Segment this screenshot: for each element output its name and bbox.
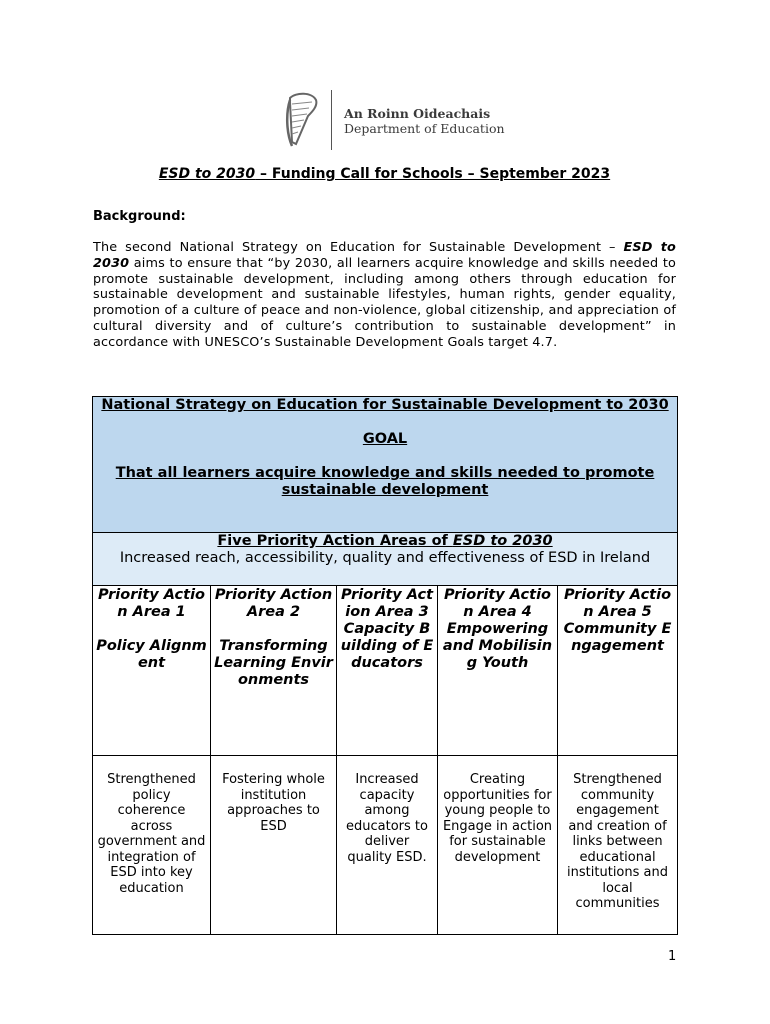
harp-icon bbox=[282, 92, 322, 150]
area-5-heading bbox=[558, 586, 678, 756]
area-name: Community Engagement bbox=[563, 621, 672, 654]
goal-cell bbox=[93, 397, 678, 533]
area-name: Empowering and Mobilising Youth bbox=[442, 621, 553, 671]
area-description-text: Strengthened community engagement and creation of links between educational institutions and local communities bbox=[567, 772, 668, 911]
priority-areas-title-text: Five Priority Action Areas of bbox=[217, 533, 453, 549]
area-name: Capacity Building of Educators bbox=[340, 621, 434, 671]
area-5-description bbox=[558, 756, 678, 935]
background-text-2: aims to ensure that “by 2030, all learners acquire knowledge and skills needed to promote sustainable development, including among others through education for sustainable development and sustainable lifestyles, human rights, gender equality, promotion of a culture of peace and non-violence, global citizenship, and appreciation of cultural diversity and of culture’s contribution to sustainable development” in accordance with UNESCO’s Sustainable Development Goals target 4.7. bbox=[93, 255, 676, 350]
area-name: Policy Alignment bbox=[96, 638, 207, 671]
title-italic: ESD to 2030 bbox=[158, 166, 256, 182]
area-label: Priority Action Area 4 bbox=[443, 587, 552, 620]
background-bold-text: ESD to 2030 bbox=[93, 240, 676, 271]
area-1-description bbox=[93, 756, 211, 935]
priority-areas-header bbox=[93, 533, 678, 586]
area-label: Priority Action Area 1 bbox=[97, 587, 206, 620]
area-label: Priority Action Area 5 bbox=[563, 587, 672, 620]
background-text-1: The second National Strategy on Education for Sustainable Development – bbox=[93, 240, 624, 255]
title-rest: – Funding Call for Schools – September 2023 bbox=[255, 166, 611, 182]
area-description-text: Fostering whole institution approaches to ESD bbox=[222, 772, 325, 834]
background-heading: Background: bbox=[93, 209, 186, 224]
logo-name-english: Department of Education bbox=[344, 121, 505, 136]
goal-label: GOAL bbox=[362, 431, 408, 447]
area-4-description bbox=[438, 756, 558, 935]
logo-text bbox=[344, 106, 505, 136]
area-label: Priority Action Area 2 bbox=[214, 587, 333, 620]
priority-areas-title-italic: ESD to 2030 bbox=[452, 533, 553, 549]
document-title bbox=[93, 166, 676, 182]
area-3-heading bbox=[337, 586, 438, 756]
goal-text: That all learners acquire knowledge and skills needed to promote sustainable development bbox=[115, 465, 655, 498]
priority-areas-title bbox=[93, 533, 677, 550]
area-name: Transforming Learning Environments bbox=[214, 638, 333, 688]
page-number: 1 bbox=[668, 949, 677, 964]
area-description-text: Increased capacity among educators to deliver quality ESD. bbox=[346, 772, 428, 865]
strategy-table bbox=[92, 396, 678, 935]
background-paragraph bbox=[93, 240, 676, 351]
area-description-text: Creating opportunities for young people to Engage in action for sustainable development bbox=[442, 772, 553, 865]
area-3-description bbox=[337, 756, 438, 935]
area-4-heading bbox=[438, 586, 558, 756]
area-2-heading bbox=[211, 586, 337, 756]
area-description-text: Strengthened policy coherence across government and integration of ESD into key education bbox=[97, 772, 206, 896]
area-2-description bbox=[211, 756, 337, 935]
area-label: Priority Action Area 3 bbox=[340, 587, 434, 620]
logo-divider bbox=[331, 90, 332, 150]
logo-name-irish: An Roinn Oideachais bbox=[344, 106, 491, 121]
area-1-heading bbox=[93, 586, 211, 756]
priority-areas-subtitle: Increased reach, accessibility, quality and effectiveness of ESD in Ireland bbox=[119, 550, 651, 566]
strategy-title: National Strategy on Education for Sustainable Development to 2030 bbox=[101, 397, 669, 413]
